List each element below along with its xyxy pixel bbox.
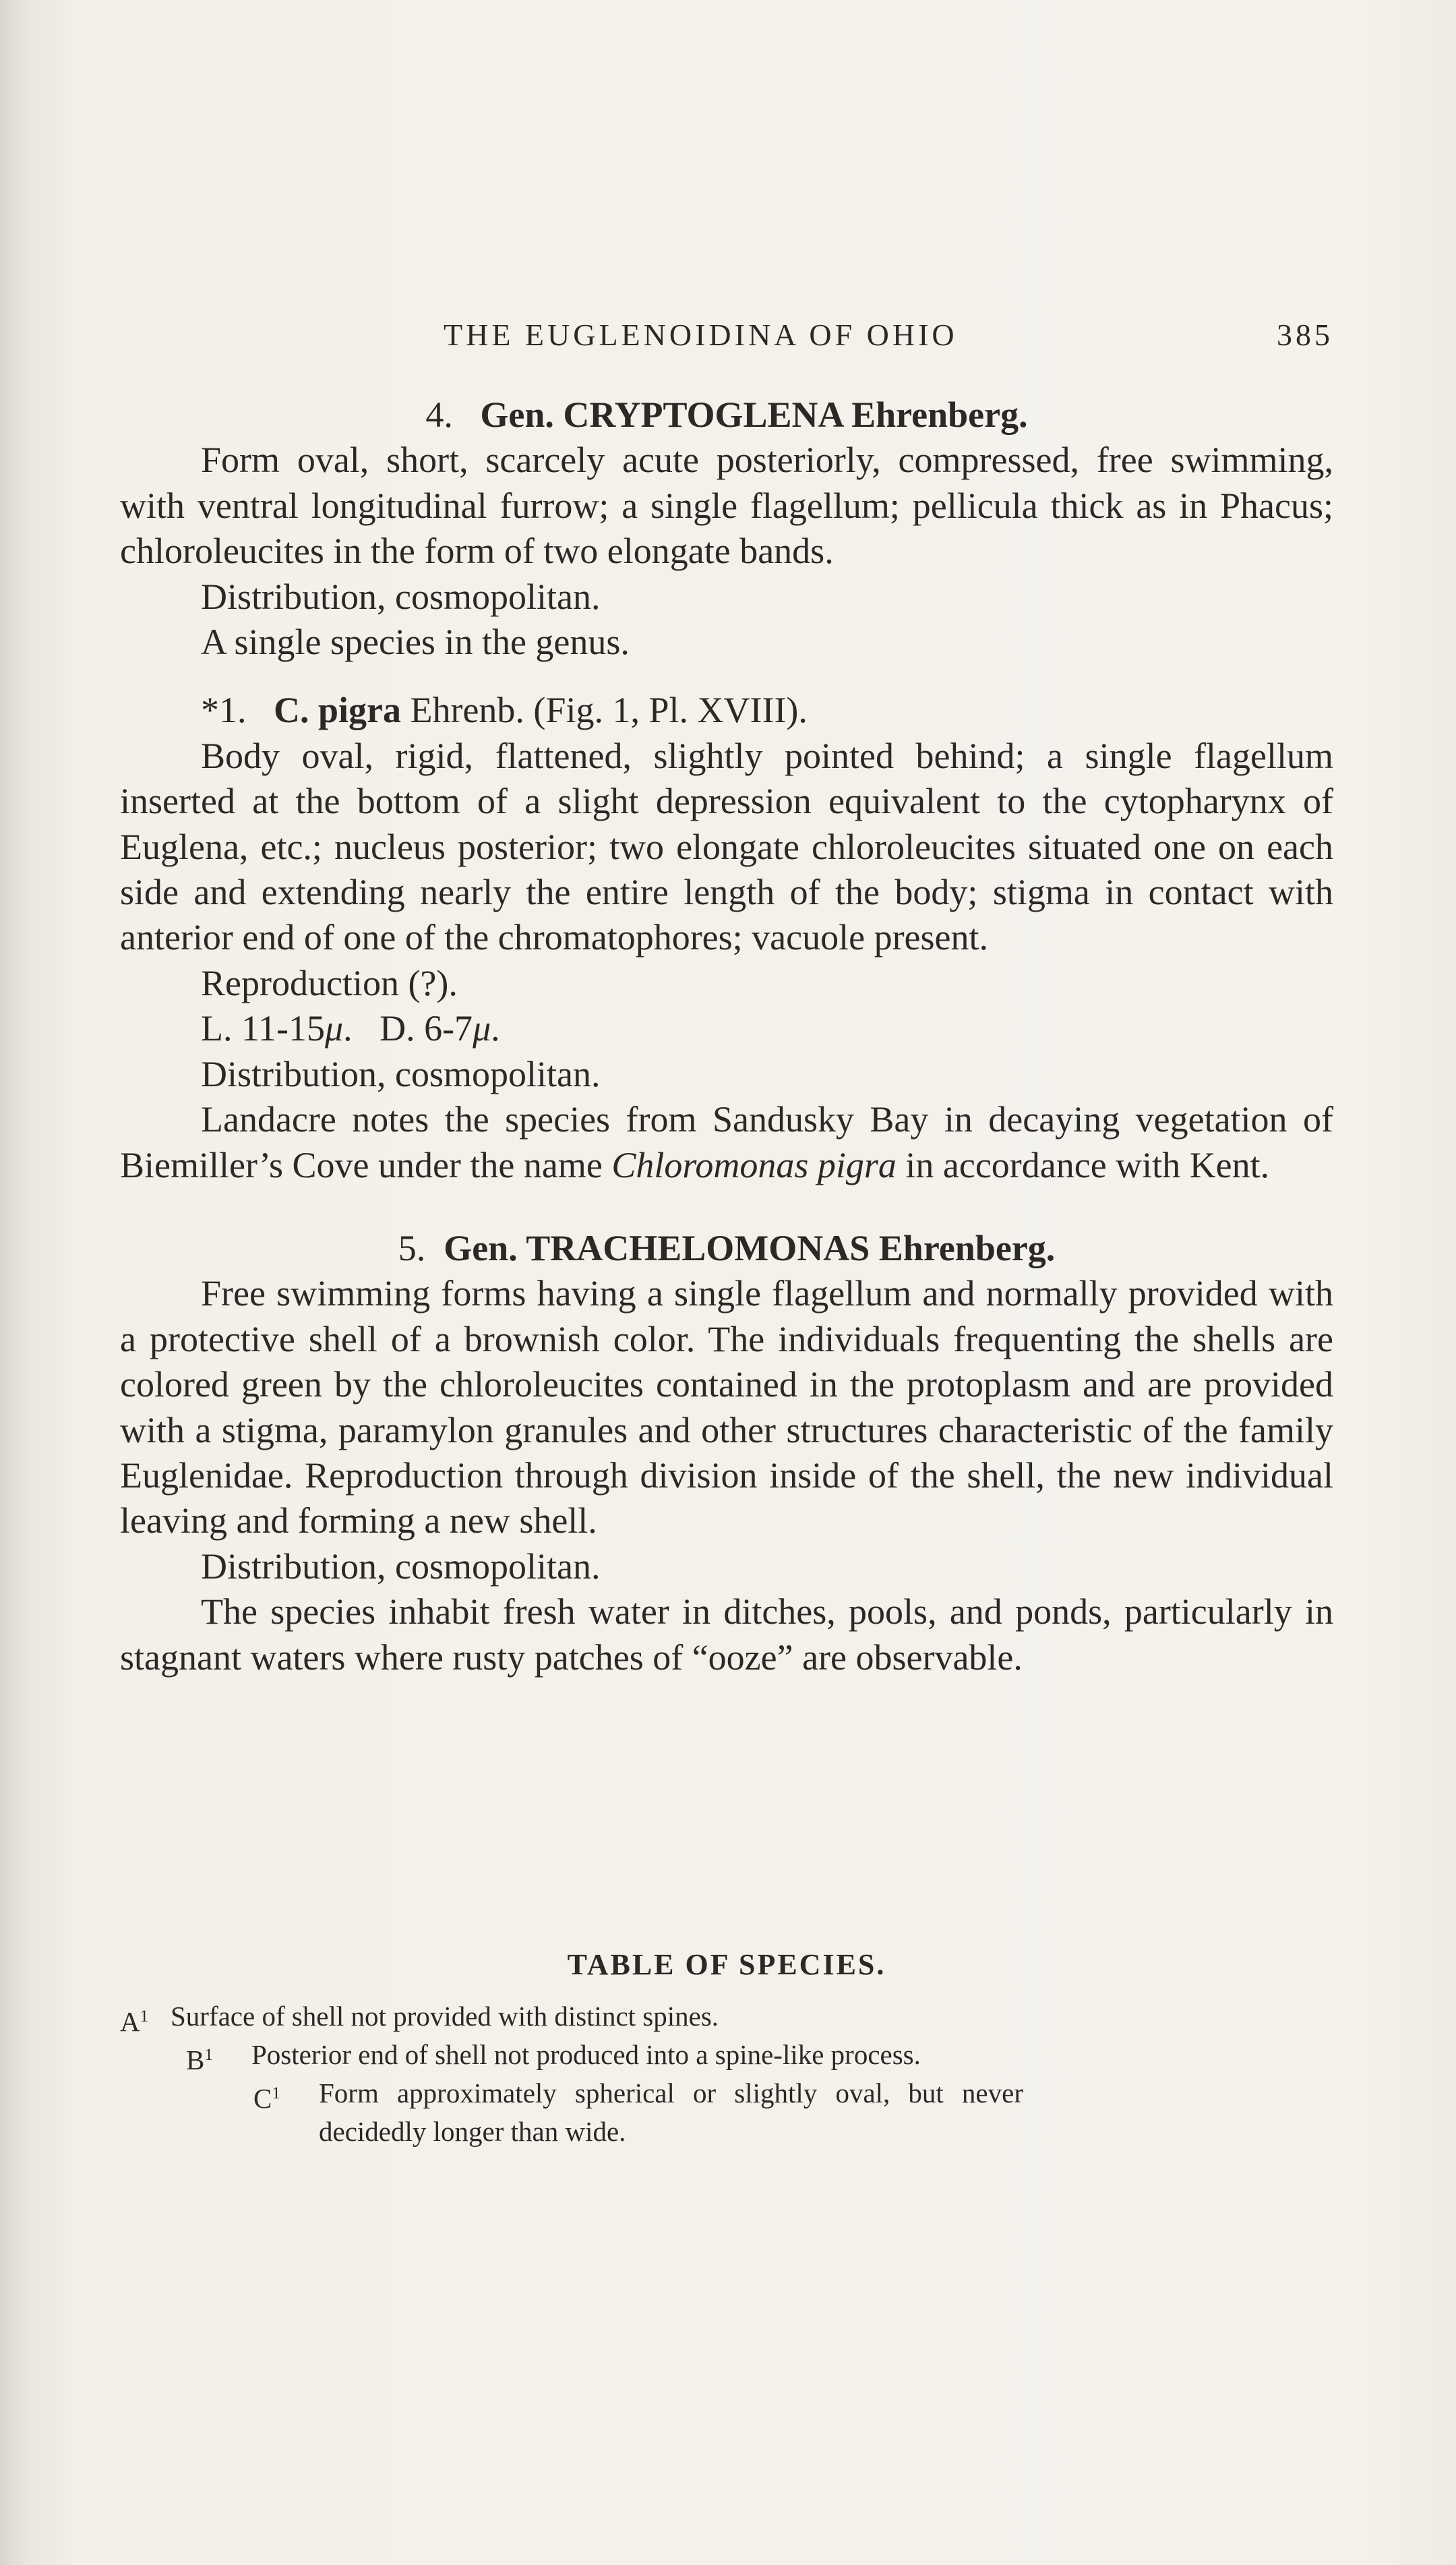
running-head xyxy=(120,317,1333,357)
species-note xyxy=(120,1097,1333,1188)
body-text xyxy=(120,392,1333,1680)
species-dimensions: L. 11-15μ. D. 6-7μ. xyxy=(201,1008,500,1049)
species-reproduction: Reproduction (?). xyxy=(201,962,458,1003)
note-text: Landacre notes the species from Sandusky Bay in decaying vegetation of Biemiller’s Cove under the name xyxy=(120,1099,1333,1185)
genus-distribution: Distribution, cosmopolitan. xyxy=(201,1545,601,1587)
genus-name: Gen. CRYPTOGLENA Ehrenberg. xyxy=(480,394,1028,435)
key-text: Posterior end of shell not produced into a spine-like process. xyxy=(251,2039,921,2070)
key-label: $B^1$ xyxy=(186,2044,213,2075)
table-title: TABLE OF SPECIES. xyxy=(567,1948,886,1981)
micron-symbol: μ xyxy=(473,1008,491,1049)
running-title: THE EUGLENOIDINA OF OHIO xyxy=(444,318,958,352)
genus-name: Gen. TRACHELOMONAS Ehrenberg. xyxy=(444,1227,1056,1268)
genus-heading xyxy=(120,1226,1333,1271)
species-heading xyxy=(120,688,1333,733)
genus-number: 5. xyxy=(398,1227,426,1268)
key-entry xyxy=(120,1997,1023,2036)
genus-description: Free swimming forms having a single flagellum and normally provided with a protective shell of a brownish color. The individuals frequenting the shells are colored green by the chloroleucites contained in the protoplasm and are provided with a stigma, paramylon granules and other structures characteristic of the family Euglenidae. Reproduction through division inside of the shell, the new individual leaving and forming a new shell. xyxy=(120,1273,1333,1541)
page-number: 385 xyxy=(1277,318,1333,352)
species-distribution: Distribution, cosmopolitan. xyxy=(201,1053,601,1094)
genus-species-note: A single species in the genus. xyxy=(201,622,630,663)
species-key xyxy=(120,1997,1023,2151)
micron-symbol: μ xyxy=(324,1008,344,1049)
key-text: Form approximately spherical or slightly oval, but never decidedly longer than wide. xyxy=(319,2077,1023,2147)
key-entry xyxy=(120,2036,1023,2074)
genus-habitat: The species inhabit fresh water in ditches, pools, and ponds, particularly in stagnant waters where rusty patches of “ooze” are observable. xyxy=(120,1591,1333,1678)
species-marker: *1. xyxy=(201,690,247,731)
key-label: $A^1$ xyxy=(120,2006,149,2037)
genus-number: 4. xyxy=(425,394,453,435)
synonym-name: Chloromonas pigra xyxy=(611,1144,897,1185)
genus-heading xyxy=(120,392,1333,438)
genus-distribution: Distribution, cosmopolitan. xyxy=(201,576,601,617)
length-value: L. 11-15 xyxy=(201,1008,325,1049)
species-name: C. pigra xyxy=(274,690,401,731)
diameter-value: D. 6-7 xyxy=(380,1008,473,1049)
note-text-end: in accordance with Kent. xyxy=(896,1144,1270,1185)
key-text: Surface of shell not provided with distinct spines. xyxy=(171,2001,719,2032)
key-label: $C^1$ xyxy=(253,2083,280,2114)
key-entry xyxy=(120,2074,1023,2151)
genus-description: Form oval, short, scarcely acute posteriorly, compressed, free swimming, with ventral longitudinal furrow; a single flagellum; pellicula thick as in Phacus; chloroleucites in the form of two elongate bands. xyxy=(120,440,1333,572)
species-description: Body oval, rigid, flattened, slightly pointed behind; a single flagellum inserted at the bottom of a slight depression equivalent to the cytopharynx of Euglena, etc.; nucleus posterior; two elongate chloroleucites situated one on each side and extending nearly the entire length of the body; stigma in contact with anterior end of one of the chromatophores; vacuole present. xyxy=(120,735,1333,958)
species-citation: Ehrenb. (Fig. 1, Pl. XVIII). xyxy=(410,690,808,731)
